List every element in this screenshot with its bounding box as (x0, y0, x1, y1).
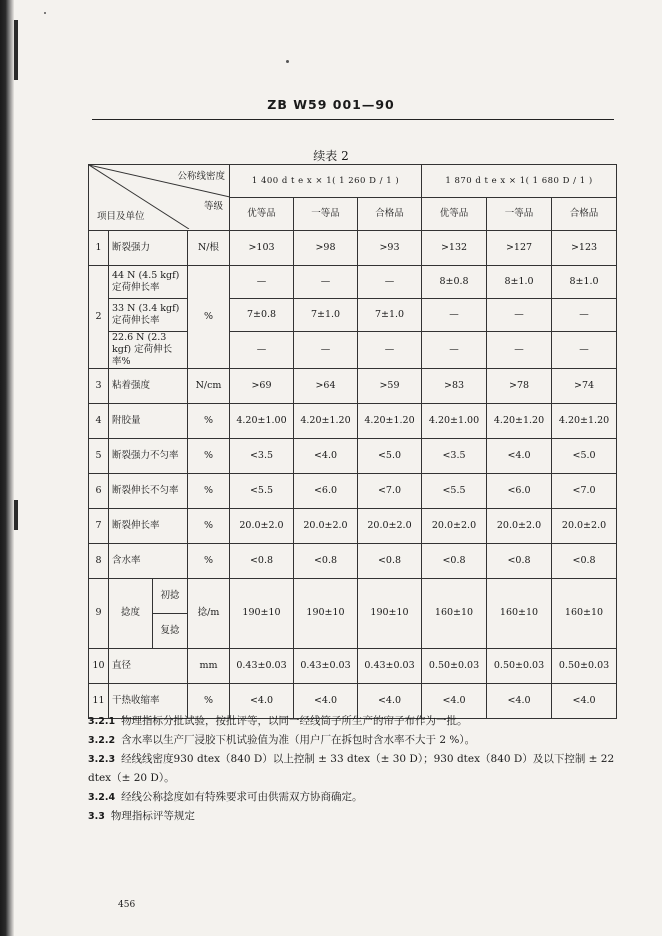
value-cell: 20.0±2.0 (230, 508, 294, 543)
grade-header: 优等品 (422, 198, 487, 231)
value-cell: 4.20±1.00 (422, 403, 487, 438)
row-number: 9 (89, 578, 109, 648)
value-cell: >64 (294, 368, 358, 403)
scan-speck (44, 12, 46, 14)
value-cell: 4.20±1.20 (487, 403, 552, 438)
value-cell: <4.0 (358, 683, 422, 718)
grade-header: 一等品 (294, 198, 358, 231)
item-name: 干热收缩率 (109, 683, 188, 718)
value-cell: — (422, 299, 487, 332)
item-name: 附胶量 (109, 403, 188, 438)
standard-header: ZB W59 001—90 (267, 97, 395, 112)
value-cell: >127 (487, 231, 552, 266)
clause-text: 物理指标分批试验，按批评等，以同一经线筒子所生产的帘子布作为一批。 (121, 715, 468, 727)
value-cell: <5.0 (358, 438, 422, 473)
value-cell: 20.0±2.0 (294, 508, 358, 543)
row-number: 4 (89, 403, 109, 438)
value-cell: >59 (358, 368, 422, 403)
value-cell: 0.43±0.03 (294, 648, 358, 683)
clause-number: 3.2.2 (88, 735, 116, 746)
header-rule (92, 119, 614, 120)
clause-text: 物理指标评等规定 (110, 810, 195, 822)
unit: % (188, 473, 230, 508)
value-cell: 20.0±2.0 (487, 508, 552, 543)
value-cell: <4.0 (552, 683, 617, 718)
value-cell: >69 (230, 368, 294, 403)
value-cell: 7±1.0 (294, 299, 358, 332)
grade-header: 优等品 (230, 198, 294, 231)
value-cell: 160±10 (422, 578, 487, 648)
corner-header-cell (89, 165, 230, 231)
value-cell: <5.5 (230, 473, 294, 508)
row-number: 7 (89, 508, 109, 543)
value-cell: <7.0 (358, 473, 422, 508)
value-cell: 20.0±2.0 (552, 508, 617, 543)
value-cell: <4.0 (487, 438, 552, 473)
item-name: 22.6 N (2.3 kgf) 定荷伸长率% (109, 332, 188, 369)
clause-paragraphs (88, 712, 618, 826)
value-cell: — (487, 299, 552, 332)
value-cell: <4.0 (294, 438, 358, 473)
table-caption: 续表 2 (313, 149, 349, 163)
row-number: 2 (89, 266, 109, 369)
value-cell: 20.0±2.0 (422, 508, 487, 543)
table-row (89, 231, 617, 266)
value-cell: >83 (422, 368, 487, 403)
value-cell: — (487, 332, 552, 369)
value-cell: 4.20±1.00 (230, 403, 294, 438)
row-number: 11 (89, 683, 109, 718)
unit: 捻/m (188, 578, 230, 648)
grade-header: 合格品 (552, 198, 617, 231)
sub-item-name: 复捻 (153, 613, 188, 648)
value-cell: 190±10 (294, 578, 358, 648)
item-name: 断裂强力不匀率 (109, 438, 188, 473)
value-cell: <0.8 (230, 543, 294, 578)
unit: % (188, 403, 230, 438)
grade-header: 一等品 (487, 198, 552, 231)
clause-paragraph (88, 731, 618, 750)
clause-paragraph (88, 712, 618, 731)
value-cell: <0.8 (552, 543, 617, 578)
value-cell: 0.43±0.03 (358, 648, 422, 683)
row-number: 6 (89, 473, 109, 508)
value-cell: — (422, 332, 487, 369)
value-cell: 160±10 (487, 578, 552, 648)
value-cell: <6.0 (487, 473, 552, 508)
value-cell: 160±10 (552, 578, 617, 648)
grade-header: 合格品 (358, 198, 422, 231)
value-cell: <3.5 (230, 438, 294, 473)
value-cell: <0.8 (422, 543, 487, 578)
value-cell: 4.20±1.20 (358, 403, 422, 438)
clause-text: 经线线密度930 dtex（840 D）以上控制 ± 33 dtex（± 30 D）；930 dtex（840 D）及以下控制 ± 22 dtex（± 20 D）。 (88, 753, 615, 784)
spec-b-header: 1 870 d t e x × 1( 1 680 D / 1 ) (422, 165, 617, 198)
value-cell: 4.20±1.20 (552, 403, 617, 438)
value-cell: <5.5 (422, 473, 487, 508)
item-name: 断裂伸长不匀率 (109, 473, 188, 508)
value-cell: 190±10 (230, 578, 294, 648)
row-number: 3 (89, 368, 109, 403)
clause-paragraph (88, 807, 618, 826)
value-cell: — (294, 266, 358, 299)
page-number: 456 (118, 900, 136, 910)
table-row (89, 299, 617, 332)
binding-mark (14, 20, 18, 80)
table-row (89, 266, 617, 299)
value-cell: <6.0 (294, 473, 358, 508)
value-cell: 0.50±0.03 (552, 648, 617, 683)
table-row (89, 438, 617, 473)
value-cell: 8±1.0 (552, 266, 617, 299)
clause-number: 3.3 (88, 811, 105, 822)
value-cell: >93 (358, 231, 422, 266)
value-cell: — (230, 266, 294, 299)
clause-text: 经线公称捻度如有特殊要求可由供需双方协商确定。 (121, 791, 363, 803)
item-unit-label: 项目及单位 (97, 211, 145, 222)
table-row (89, 578, 617, 613)
value-cell: >123 (552, 231, 617, 266)
value-cell: >98 (294, 231, 358, 266)
scan-speck (286, 60, 289, 63)
value-cell: 7±1.0 (358, 299, 422, 332)
row-number: 1 (89, 231, 109, 266)
unit: N/根 (188, 231, 230, 266)
table-row (89, 332, 617, 369)
spec-a-header: 1 400 d t e x × 1( 1 260 D / 1 ) (230, 165, 422, 198)
table-row (89, 368, 617, 403)
value-cell: <3.5 (422, 438, 487, 473)
item-name: 粘着强度 (109, 368, 188, 403)
value-cell: 190±10 (358, 578, 422, 648)
unit: % (188, 543, 230, 578)
value-cell: <0.8 (294, 543, 358, 578)
binding-mark (14, 500, 18, 530)
value-cell: 0.43±0.03 (230, 648, 294, 683)
row-number: 10 (89, 648, 109, 683)
row-number: 5 (89, 438, 109, 473)
table-row (89, 508, 617, 543)
value-cell: — (358, 332, 422, 369)
unit: % (188, 508, 230, 543)
value-cell: 7±0.8 (230, 299, 294, 332)
value-cell: <0.8 (358, 543, 422, 578)
item-name: 44 N (4.5 kgf) 定荷伸长率 (109, 266, 188, 299)
clause-paragraph (88, 788, 618, 807)
value-cell: >78 (487, 368, 552, 403)
density-label: 公称线密度 (177, 171, 225, 182)
table-row (89, 473, 617, 508)
value-cell: 0.50±0.03 (422, 648, 487, 683)
row-number: 8 (89, 543, 109, 578)
table-row (89, 403, 617, 438)
unit: N/cm (188, 368, 230, 403)
item-name: 含水率 (109, 543, 188, 578)
item-name: 直径 (109, 648, 188, 683)
item-name: 捻度 (109, 578, 153, 648)
item-name: 断裂伸长率 (109, 508, 188, 543)
value-cell: <7.0 (552, 473, 617, 508)
unit: % (188, 266, 230, 369)
value-cell: <4.0 (487, 683, 552, 718)
value-cell: 20.0±2.0 (358, 508, 422, 543)
clause-number: 3.2.1 (88, 716, 116, 727)
spec-table (88, 164, 617, 719)
value-cell: 0.50±0.03 (487, 648, 552, 683)
clause-number: 3.2.4 (88, 792, 116, 803)
scan-binding-edge (0, 0, 14, 936)
value-cell: <4.0 (294, 683, 358, 718)
value-cell: — (552, 332, 617, 369)
unit: mm (188, 648, 230, 683)
clause-paragraph (88, 750, 618, 788)
table-row (89, 648, 617, 683)
grade-label: 等级 (203, 201, 223, 212)
value-cell: >132 (422, 231, 487, 266)
value-cell: 8±1.0 (487, 266, 552, 299)
value-cell: <4.0 (422, 683, 487, 718)
table-row (89, 543, 617, 578)
value-cell: 4.20±1.20 (294, 403, 358, 438)
value-cell: — (358, 266, 422, 299)
clause-number: 3.2.3 (88, 754, 116, 765)
item-name: 断裂强力 (109, 231, 188, 266)
value-cell: <4.0 (230, 683, 294, 718)
unit: % (188, 438, 230, 473)
item-name: 33 N (3.4 kgf) 定荷伸长率 (109, 299, 188, 332)
value-cell: — (294, 332, 358, 369)
sub-item-name: 初捻 (153, 578, 188, 613)
value-cell: >103 (230, 231, 294, 266)
value-cell: >74 (552, 368, 617, 403)
value-cell: <0.8 (487, 543, 552, 578)
clause-text: 含水率以生产厂浸胶下机试验值为准（用户厂在拆包时含水率不大于 2 %）。 (121, 734, 476, 746)
unit: % (188, 683, 230, 718)
value-cell: <5.0 (552, 438, 617, 473)
value-cell: 8±0.8 (422, 266, 487, 299)
value-cell: — (230, 332, 294, 369)
value-cell: — (552, 299, 617, 332)
